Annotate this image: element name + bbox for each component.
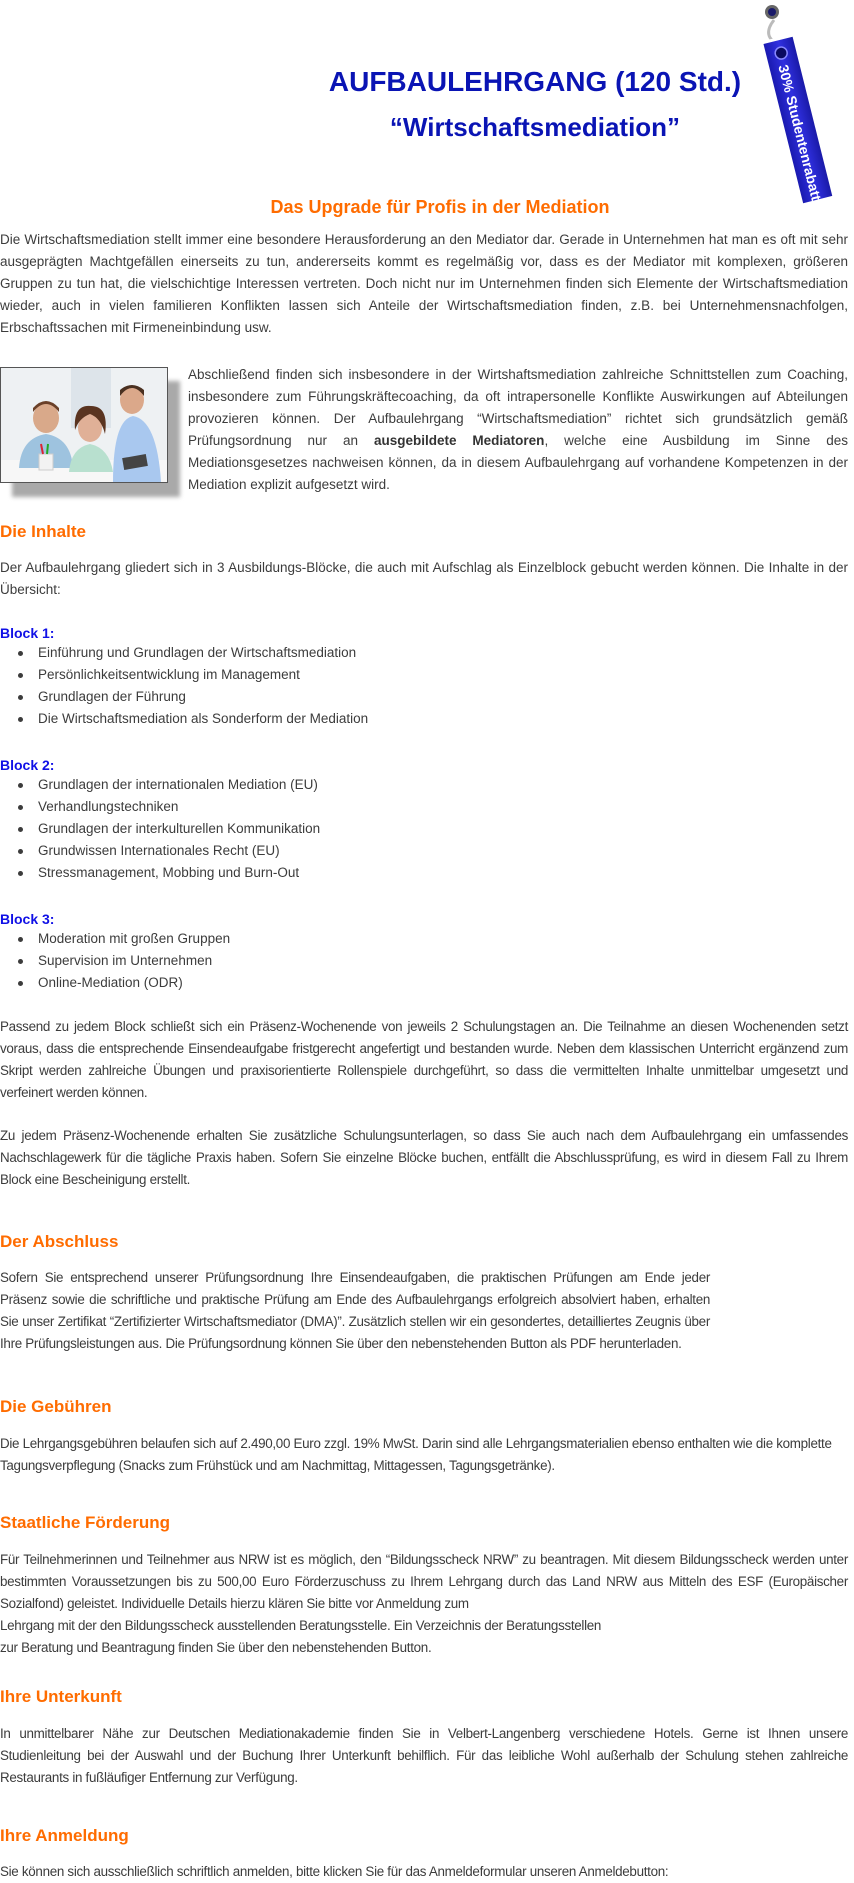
photo-frame [0, 367, 168, 483]
team-photo [0, 367, 170, 485]
list-item: Die Wirtschaftsmediation als Sonderform der Mediation [0, 708, 368, 730]
intro-side-text [188, 364, 848, 496]
section-heading-gebuehren: Die Gebühren [0, 1397, 112, 1416]
list-item: Online-Mediation (ODR) [0, 972, 230, 994]
anmeldung-paragraph: Sie können sich ausschließlich schriftlich anmelden, bitte klicken Sie für das Anmeldeformular unseren Anmeldebutton: [0, 1864, 669, 1879]
page-subtitle: “Wirtschaftsmediation” [389, 112, 681, 142]
list-item: Supervision im Unternehmen [0, 950, 230, 972]
block-1-title: Block 1: [0, 625, 55, 641]
unterkunft-paragraph: In unmittelbarer Nähe zur Deutschen Mediationakademie finden Sie in Velbert-Langenberg verschiedene Hotels. Gerne ist Ihnen unsere Studienleitung bei der Auswahl und der Buchung Ihrer Unterkunft behilflich. Für das leibliche Wohl außerhalb der Schulung stehen zahlreiche Restaurants in fußläufiger Entfernung zur Verfügung. [0, 1726, 848, 1785]
page-title: AUFBAULEHRGANG (120 Std.) [328, 66, 742, 97]
list-item: Grundlagen der Führung [0, 686, 368, 708]
intro-paragraph: Die Wirtschaftsmediation stellt immer eine besondere Herausforderung an den Mediator dar. Gerade in Unternehmen hat man es oft mit sehr ausgeprägten Machtgefällen einerseits zu tun, andererseits kommt es regelmäßig vor, dass es der Mediator mit komplexen, größeren Gruppen zu tun hat, die vielschichtige Interessen vertreten. Doch nicht nur im Unternehmen finden sich Elemente der Wirtschaftsmediation wieder, auch in vielen familieren Konflikten lassen sich Anteile der Wirtschaftsmediation finden, z.B. bei Unternehmensnachfolgen, Erbschaftssachen mit Firmeneinbindung usw. [0, 232, 848, 335]
section-heading-unterkunft: Ihre Unterkunft [0, 1687, 122, 1706]
tagline: Das Upgrade für Profis in der Mediation [270, 197, 610, 217]
foerderung-text [0, 1549, 848, 1659]
discount-tag-label: 30% Studentenrabatt [775, 62, 825, 202]
foerderung-line: Für Teilnehmerinnen und Teilnehmer aus NRW ist es möglich, den “Bildungsscheck NRW” zu beantragen. Mit diesem Bildungsscheck werden unter bestimmten Voraussetzungen bis zu 500,00 Euro Förderzuschuss zu Ihrem Lehrgang durch das Land NRW aus Mitteln des ESF (Europäischer Sozialfond) geleistet. Individuelle Details hierzu klären Sie bitte vor Anmeldung zum [0, 1552, 848, 1611]
price-tag-icon [752, 0, 852, 220]
list-item: Persönlichkeitsentwicklung im Management [0, 664, 368, 686]
block-3-list [0, 928, 230, 994]
foerderung-line: zur Beratung und Beantragung finden Sie über den nebenstehenden Button. [0, 1640, 432, 1655]
side-text-bold: ausgebildete Mediatoren [373, 433, 545, 448]
list-item: Verhandlungstechniken [0, 796, 320, 818]
list-item: Moderation mit großen Gruppen [0, 928, 230, 950]
list-item: Grundwissen Internationales Recht (EU) [0, 840, 320, 862]
list-item: Grundlagen der internationalen Mediation (EU) [0, 774, 320, 796]
section-heading-foerderung: Staatliche Förderung [0, 1513, 171, 1532]
people-photo-icon [1, 368, 167, 482]
discount-tag[interactable] [752, 0, 852, 220]
side-text-part: , welche eine Ausbildung im Sinne des Mediationsgesetzes nachweisen können, da in diesem Aufbaulehrgang auf vorhandene Kompetenzen in der Mediation explizit aufgesetzt wird. [188, 433, 848, 492]
inhalte-paragraph-1: Passend zu jedem Block schließt sich ein Präsenz-Wochenende von jeweils 2 Schulungstagen an. Die Teilnahme an diesen Wochenenden setzt voraus, dass die entsprechende Einsendeaufgabe fristgerecht angefertigt und bestanden wurde. Neben dem klassischen Unterricht ergänzend zum Skript werden zahlreiche Übungen und praxisorientierte Rollenspiele durchgeführt, so dass die vermittelten Inhalte unmittelbar umgesetzt und verfeinert werden können. [0, 1019, 848, 1100]
abschluss-paragraph: Sofern Sie entsprechend unserer Prüfungsordnung Ihre Einsendeaufgaben, die praktischen Prüfungen am Ende jeder Präsenz sowie die schriftliche und praktische Prüfung am Ende des Aufbaulehrgangs erfolgreich absolviert haben, erhalten Sie unser Zertifikat “Zertifizierter Wirtschaftsmediator (DMA)”. Zusätzlich stellen wir ein gesondertes, detailliertes Zeugnis über Ihre Prüfungsleistungen aus. Die Prüfungsordnung können Sie über den nebenstehenden Button als PDF herunterladen. [0, 1270, 710, 1351]
block-3-title: Block 3: [0, 911, 55, 927]
inhalte-paragraph-2: Zu jedem Präsenz-Wochenende erhalten Sie zusätzliche Schulungsunterlagen, so dass Sie auch nach dem Aufbaulehrgang ein umfassendes Nachschlagewerk für die tägliche Praxis haben. Sofern Sie einzelne Blöcke buchen, entfällt die Abschlussprüfung, es wird in diesem Fall zu Ihrem Block eine Bescheinigung erstellt. [0, 1128, 848, 1187]
section-heading-abschluss: Der Abschluss [0, 1232, 119, 1251]
list-item: Stressmanagement, Mobbing und Burn-Out [0, 862, 320, 884]
list-item: Grundlagen der interkulturellen Kommunikation [0, 818, 320, 840]
section-heading-inhalte: Die Inhalte [0, 522, 86, 541]
gebuehren-paragraph: Die Lehrgangsgebühren belaufen sich auf 2.490,00 Euro zzgl. 19% MwSt. Darin sind alle Lehrgangsmaterialien ebenso enthalten wie die komplette Tagungsverpflegung (Snacks zum Frühstück und am Nachmittag, Mittagessen, Tagungsgetränke). [0, 1436, 832, 1473]
list-item: Einführung und Grundlagen der Wirtschaftsmediation [0, 642, 368, 664]
side-text-part: Abschließend finden sich insbesondere in der Wirtshaftsmediation zahlreiche Schnittstellen zum Coaching, insbesondere zum Führungskräftecoaching, da oft intrapersonelle Konflikte Auswirkungen auf Abteilungen provozieren können. Der Aufbaulehrgang “Wirtschaftsmediation” richtet sich grundsätzlich gemäß Prüfungsordnung nur an [188, 367, 848, 448]
section-heading-anmeldung: Ihre Anmeldung [0, 1826, 129, 1845]
block-2-list [0, 774, 320, 884]
inhalte-intro: Der Aufbaulehrgang gliedert sich in 3 Ausbildungs-Blöcke, die auch mit Aufschlag als Einzelblock gebucht werden können. Die Inhalte in der Übersicht: [0, 560, 848, 597]
block-2-title: Block 2: [0, 757, 55, 773]
block-1-list [0, 642, 368, 730]
foerderung-line: Lehrgang mit der den Bildungsscheck ausstellenden Beratungsstelle. Ein Verzeichnis der Beratungsstellen [0, 1618, 602, 1633]
